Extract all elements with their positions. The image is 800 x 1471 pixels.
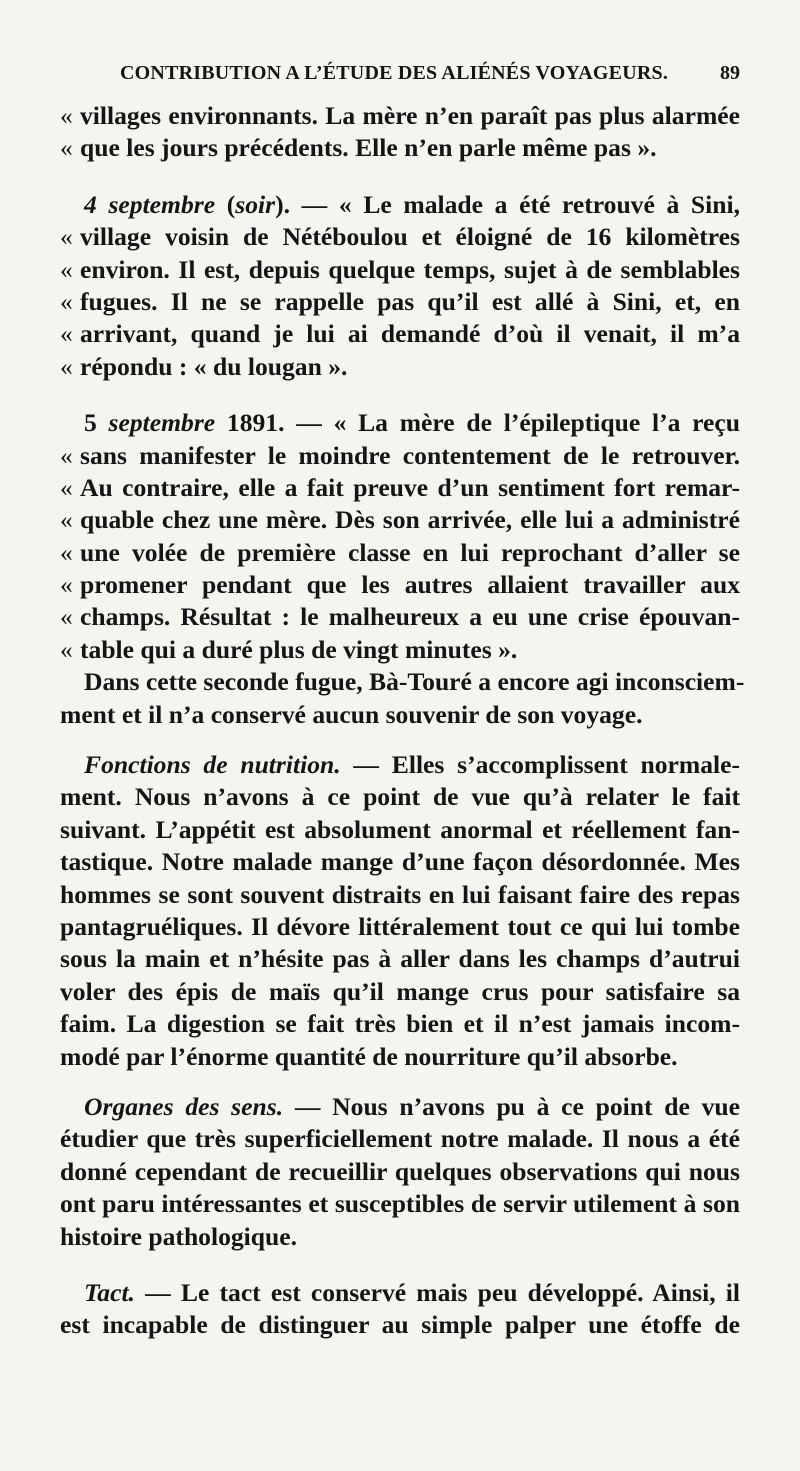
text-line xyxy=(60,351,740,383)
text-run: étudier que très superficiellement notre malade. Il nous a été xyxy=(60,1124,740,1154)
text-run: donné cependant de recueillir quelques observations qui nous xyxy=(60,1156,740,1186)
text-line xyxy=(60,814,740,846)
text-run: que les jours précédents. Elle n’en parle même pas ». xyxy=(80,133,657,163)
text-run: sans manifester le moindre contentement de le retrouver. xyxy=(80,440,740,470)
text-line xyxy=(60,472,740,504)
text-line xyxy=(60,132,740,164)
text-line xyxy=(60,254,740,286)
text-line xyxy=(60,504,740,536)
text-run: environ. Il est, depuis quelque temps, sujet à de semblables xyxy=(80,254,740,284)
text-line xyxy=(60,1309,740,1341)
paragraph-gap xyxy=(60,1253,740,1277)
text-run: sous la main et n’hésite pas à aller dans les champs d’autrui xyxy=(60,944,740,974)
text-line xyxy=(60,634,740,666)
quote-mark: « xyxy=(60,472,73,502)
text-run: histoire pathologique. xyxy=(60,1221,298,1251)
italic-text: Organes des sens. xyxy=(84,1091,284,1121)
text-line xyxy=(60,221,740,253)
page-number: 89 xyxy=(720,62,740,84)
text-run: pantagruéliques. Il dévore littéralement tout ce qui lui tombe xyxy=(60,911,740,941)
text-run: une volée de première classe en lui reprochant d’aller se xyxy=(80,537,740,567)
quote-mark: « xyxy=(60,101,73,130)
text-line xyxy=(60,749,740,781)
text-run: ment. Nous n’avons à ce point de vue qu’à relater le fait xyxy=(60,782,740,812)
text-run: — Elles s’accomplissent normale- xyxy=(340,750,740,780)
text-run: — Le tact est conservé mais peu développé. Ainsi, il xyxy=(134,1277,740,1307)
text-run: hommes se sont souvent distraits en lui faisant faire des repas xyxy=(60,879,740,909)
running-title: CONTRIBUTION A L’ÉTUDE DES ALIÉNÉS VOYAGEURS. xyxy=(120,62,669,84)
text-line xyxy=(60,1221,740,1253)
italic-text: soir xyxy=(235,189,276,219)
running-header xyxy=(120,62,740,92)
text-run: modé par l’énorme quantité de nourriture qu’il absorbe. xyxy=(60,1041,678,1071)
text-run: arrivant, quand je lui ai demandé d’où il venait, il m’a xyxy=(80,319,740,349)
quote-mark: « xyxy=(60,602,73,632)
text-line xyxy=(60,1277,740,1309)
text-line xyxy=(60,537,740,569)
text-line xyxy=(60,911,740,943)
text-line xyxy=(60,976,740,1008)
quote-mark: « xyxy=(60,570,73,600)
quote-mark: « xyxy=(60,133,73,163)
quote-mark: « xyxy=(60,440,73,470)
text-run: — Nous n’avons pu à ce point de vue xyxy=(283,1091,740,1121)
quote-mark: « xyxy=(60,537,73,567)
text-run: 5 xyxy=(84,408,109,438)
text-run: ment et il n’a conservé aucun souvenir de son voyage. xyxy=(60,699,643,729)
text-run: Dans cette seconde fugue, Bà-Touré a encore agi inconsciem- xyxy=(84,667,745,697)
text-run: ont paru intéressantes et susceptibles de servir utilement à son xyxy=(60,1189,740,1219)
text-run: promener pendant que les autres allaient travailler aux xyxy=(80,570,740,600)
text-line xyxy=(60,569,740,601)
text-line xyxy=(60,189,740,221)
text-line xyxy=(60,666,745,698)
text-line xyxy=(60,318,740,350)
text-run: ( xyxy=(215,189,236,219)
text-run: villages environnants. La mère n’en paraît pas plus alarmée xyxy=(80,101,740,130)
text-run: 1891. — « La mère de l’épileptique l’a reçu xyxy=(215,408,740,438)
text-line xyxy=(60,1188,740,1220)
paragraph-gap xyxy=(60,383,740,407)
text-line xyxy=(60,286,740,318)
paragraph-gap xyxy=(60,731,740,749)
text-line xyxy=(60,1091,740,1123)
text-line xyxy=(60,407,740,439)
text-run: faim. La digestion se fait très bien et il n’est jamais incom- xyxy=(60,1009,740,1039)
quote-mark: « xyxy=(60,351,73,381)
text-run: voler des épis de maïs qu’il mange crus pour satisfaire sa xyxy=(60,976,740,1006)
text-run: répondu : « du lougan ». xyxy=(80,351,348,381)
text-run: champs. Résultat : le malheureux a eu une crise épouvan- xyxy=(80,602,740,632)
text-line xyxy=(60,879,740,911)
text-run: tastique. Notre malade mange d’une façon désordonnée. Mes xyxy=(60,847,740,877)
quote-mark: « xyxy=(60,286,73,316)
paragraph-gap xyxy=(60,165,740,189)
text-line xyxy=(60,440,740,472)
italic-text: Fonctions de nutrition. xyxy=(84,750,341,780)
text-line xyxy=(60,1123,740,1155)
text-line xyxy=(60,846,740,878)
quote-mark: « xyxy=(60,634,73,664)
text-line xyxy=(60,943,740,975)
text-run: fugues. Il ne se rappelle pas qu’il est allé à Sini, et, en xyxy=(80,286,740,316)
text-run: quable chez une mère. Dès son arrivée, elle lui a administré xyxy=(80,505,740,535)
italic-text: septembre xyxy=(108,189,216,219)
text-run: Au contraire, elle a fait preuve d’un sentiment fort remar- xyxy=(80,472,740,502)
paragraph-gap xyxy=(60,1073,740,1091)
quote-mark: « xyxy=(60,505,73,535)
italic-text: Tact. xyxy=(84,1277,135,1307)
quote-mark: « xyxy=(60,254,73,284)
text-line xyxy=(60,1008,740,1040)
body-text xyxy=(60,100,745,1342)
text-run: village voisin de Nétéboulou et éloigné de 16 kilomètres xyxy=(80,222,740,252)
text-line xyxy=(60,100,740,132)
text-run: ). — « Le malade a été retrouvé à Sini, xyxy=(275,189,740,219)
text-line xyxy=(60,1156,740,1188)
text-run: suivant. L’appétit est absolument anormal et réellement fan- xyxy=(60,814,740,844)
text-line xyxy=(60,1041,740,1073)
quote-mark: « xyxy=(60,222,73,252)
quote-mark: « xyxy=(60,319,73,349)
text-run: est incapable de distinguer au simple palper une étoffe de xyxy=(60,1310,740,1340)
italic-text: septembre xyxy=(108,408,216,438)
text-line xyxy=(60,699,740,731)
text-line xyxy=(60,781,740,813)
italic-text: 4 xyxy=(84,189,109,219)
text-run: table qui a duré plus de vingt minutes ». xyxy=(80,634,518,664)
text-line xyxy=(60,601,740,633)
